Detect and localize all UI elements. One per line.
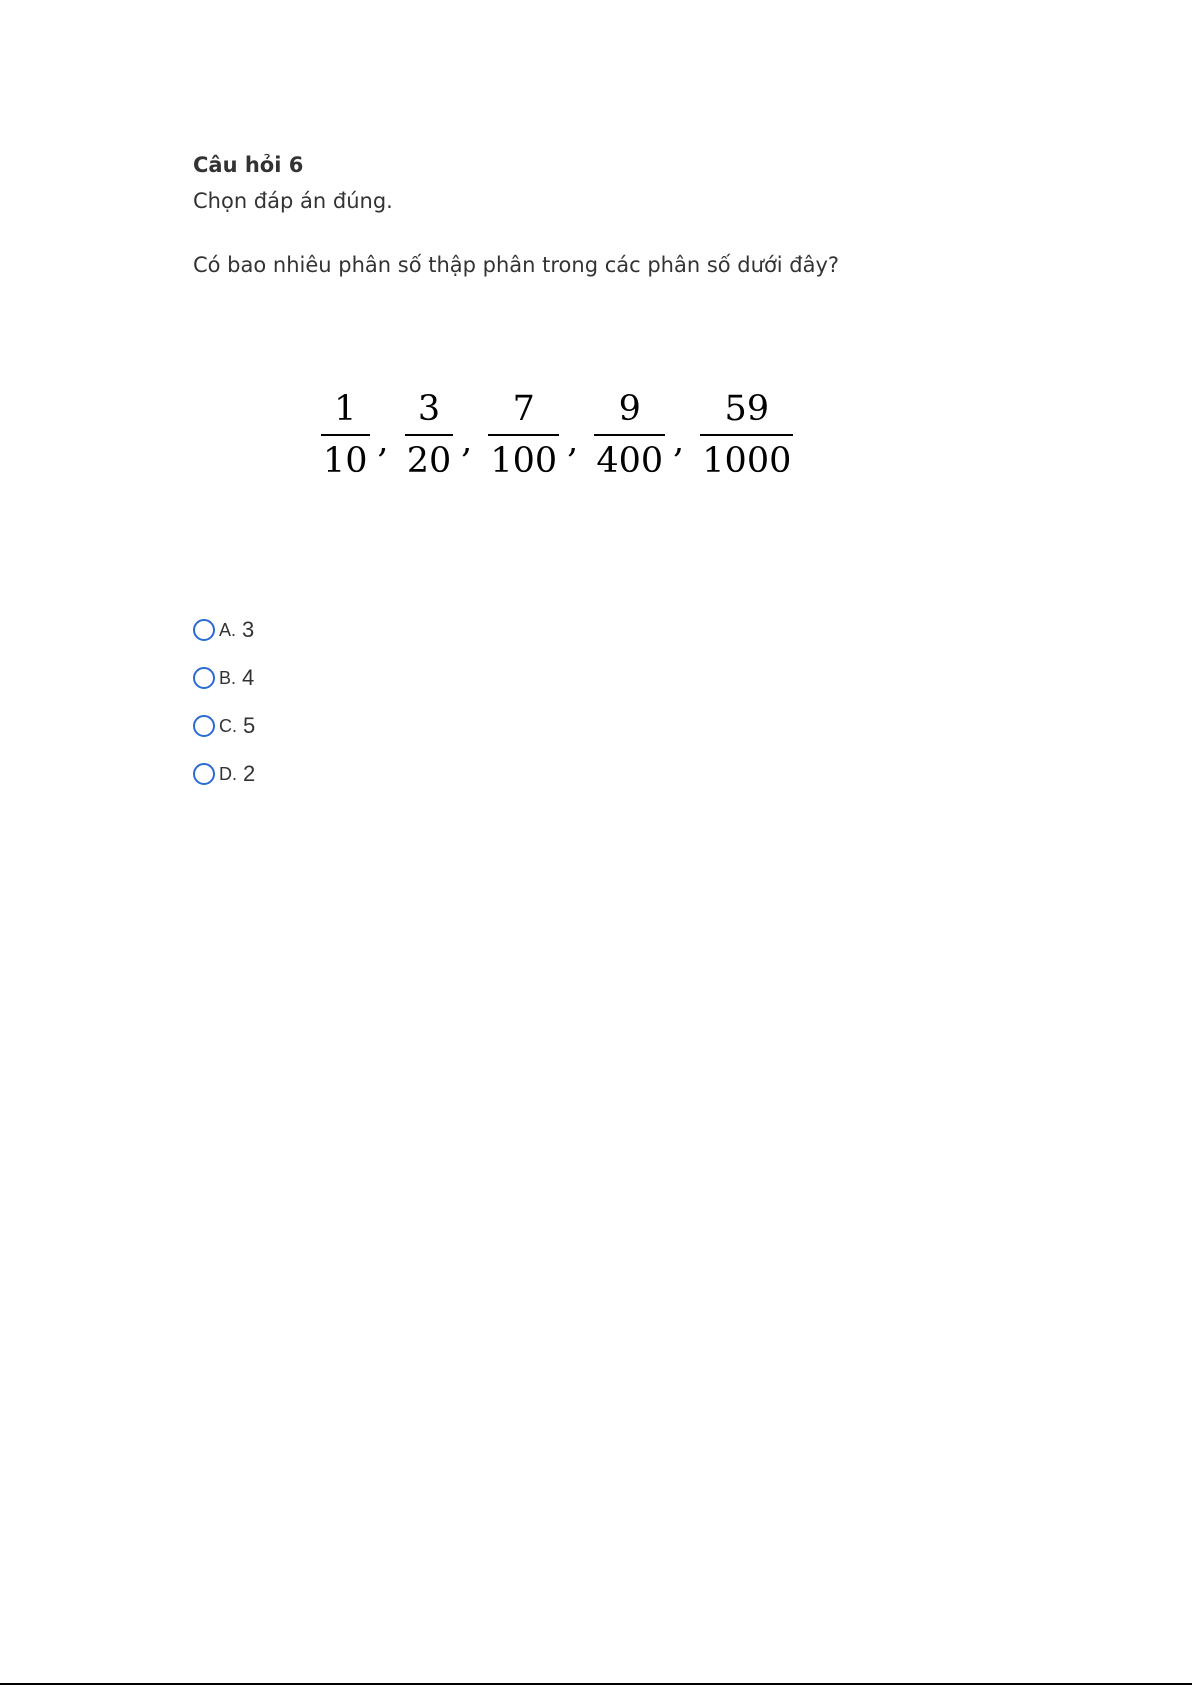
option-value: 2 [243,761,256,786]
option-value: 5 [243,713,256,738]
question-text: Có bao nhiêu phân số thập phân trong các phân số dưới đây? [193,253,840,277]
fraction-denominator: 1000 [702,441,792,481]
fraction-separator: , [377,421,389,461]
fraction-denominator: 100 [490,441,558,481]
option-c[interactable] [193,702,255,750]
option-letter: A. [219,619,237,640]
fraction [321,384,370,486]
fraction [488,384,559,486]
fraction-separator: , [461,421,473,461]
option-letter: B. [219,667,237,688]
option-value: 3 [242,617,255,642]
fraction-numerator: 3 [417,389,441,429]
fraction-separator: , [567,421,579,461]
option-a[interactable] [193,606,255,654]
fraction-separator: , [673,421,685,461]
radio-button-icon[interactable] [193,619,215,641]
fraction [405,384,454,486]
option-value: 4 [242,665,255,690]
answer-options [193,606,255,798]
fraction-numerator: 59 [724,389,770,429]
fraction [594,384,665,486]
fraction-denominator: 20 [406,441,452,481]
question-instruction: Chọn đáp án đúng. [193,189,393,213]
fraction-denominator: 10 [323,441,368,481]
question-block [193,150,1013,280]
option-letter: C. [219,715,237,736]
fraction-numerator: 1 [334,389,357,429]
option-letter: D. [219,763,237,784]
radio-button-icon[interactable] [193,763,215,785]
fraction-numerator: 9 [618,389,641,429]
fraction-denominator: 400 [596,441,664,481]
option-b[interactable] [193,654,255,702]
radio-button-icon[interactable] [193,715,215,737]
fraction [700,384,793,486]
radio-button-icon[interactable] [193,667,215,689]
fraction-list [321,384,793,486]
fraction-numerator: 7 [512,389,535,429]
question-title: Câu hỏi 6 [193,153,304,177]
option-d[interactable] [193,750,255,798]
